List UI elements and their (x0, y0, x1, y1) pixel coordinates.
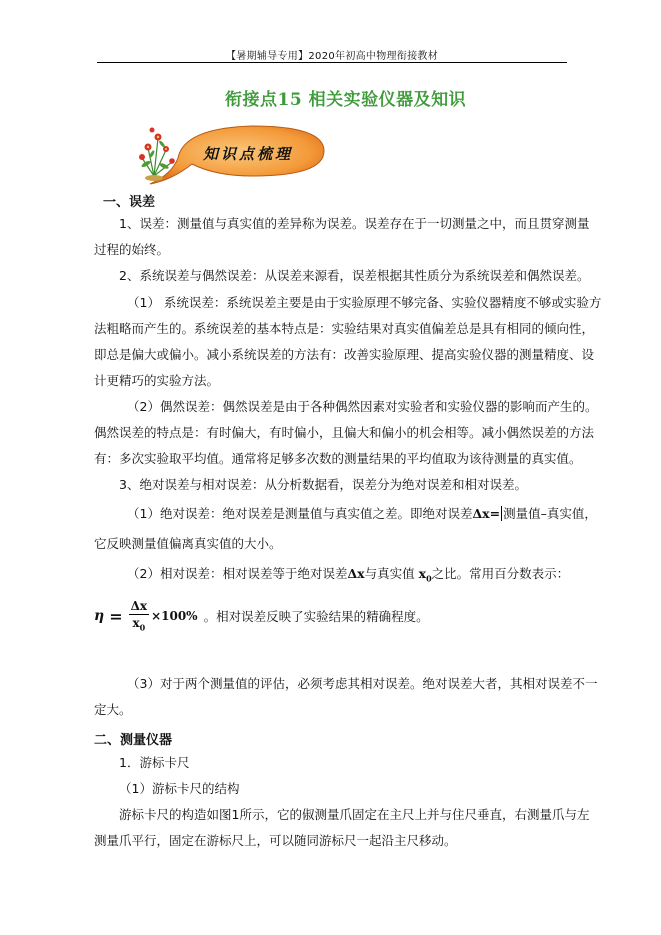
paragraph-line: （3）对于两个测量值的评估，必须考虑其相对误差。绝对误差大者，其相对误差不一 (127, 676, 598, 691)
paragraph-line: 它反映测量值偏离真实值的大小。 (94, 536, 282, 551)
subscript: 0 (426, 573, 432, 584)
fraction-numerator: Δx (130, 599, 148, 614)
header-rule (97, 62, 567, 63)
text-run: 测量值–真实值， (503, 506, 597, 521)
knowledge-badge: 知识点梳理 (203, 145, 294, 163)
section-heading-errors: 一、误差 (103, 195, 156, 210)
paragraph-line: 游标卡尺的构造如图1所示，它的俶测量爪固定在主尺上并与住尺垂直，右测量爪与左 (119, 807, 590, 822)
paragraph-line: 测量爪平行，固定在游标尺上，可以随同游标尺一起沿主尺移动。 (94, 833, 457, 848)
fraction (129, 599, 149, 632)
paragraph-line: 法粗略而产生的。系统误差的基本特点是：实验结果对真实值偏差总是具有相同的倾向性， (94, 321, 595, 336)
paragraph-line: 偶然误差的特点是：有时偏大，有时偏小，且偏大和偏小的机会相等。减小偶然误差的方法 (94, 425, 595, 440)
paragraph-line: 即总是偏大或偏小。减小系统误差的方法有：改善实验原理、提高实验仪器的测量精度、设 (94, 347, 595, 362)
subsection-heading: （1）游标卡尺的结构 (119, 781, 240, 796)
equals-sign: = (489, 506, 501, 521)
paragraph-line: 2、系统误差与偶然误差：从误差来源看，误差根据其性质分为系统误差和偶然误差。 (119, 268, 590, 283)
fraction-denominator (132, 615, 145, 632)
text-run: （1）绝对误差：绝对误差是测量值与真实值之差。即绝对误差 (127, 506, 473, 521)
text-run: 。相对误差反映了实验结果的精确程度。 (203, 609, 429, 624)
eta-symbol: η (94, 608, 105, 624)
paragraph-line: 有：多次实验取平均值。通常将足够多次数的测量结果的平均值取为该待测量的真实值。 (94, 451, 582, 466)
x-symbol: x (418, 566, 427, 581)
subscript: 0 (139, 622, 146, 633)
x-symbol: x (132, 616, 140, 631)
delta-x-symbol: Δx (472, 506, 490, 521)
percentage-multiplier: ×100% (151, 609, 198, 623)
absolute-error-line (127, 506, 597, 521)
paragraph-line: 3、绝对误差与相对误差：从分析数据看，误差分为绝对误差和相对误差。 (119, 477, 527, 492)
delta-x-symbol: Δx (347, 566, 365, 581)
page-title: 衔接点15 相关实验仪器及知识 (225, 90, 467, 110)
relative-error-formula (94, 598, 429, 634)
paragraph-line: 过程的始终。 (94, 242, 170, 257)
paragraph-line: 1、误差：测量值与真实值的差异称为误差。误差存在于一切测量之中，而且贯穿测量 (119, 216, 590, 231)
text-cursor (501, 506, 502, 521)
text-run: 与真实值 (364, 566, 415, 581)
section-heading-instruments: 二、测量仪器 (94, 733, 173, 748)
page-header: 【暑期辅导专用】2020年初高中物理衔接教材 (225, 51, 439, 62)
paragraph-line: （2）偶然误差：偶然误差是由于各种偶然因素对实验者和实验仪器的影响而产生的。 (127, 399, 598, 414)
relative-error-line (127, 567, 569, 586)
paragraph-line: 计更精巧的实验方法。 (94, 373, 220, 388)
subsection-heading: 1．游标卡尺 (119, 755, 190, 770)
x0-symbol (418, 566, 432, 584)
text-run: （2）相对误差：相对误差等于绝对误差 (127, 566, 348, 581)
equals-sign: = (109, 606, 123, 626)
paragraph-line: 定大。 (94, 702, 132, 717)
text-run: 之比。常用百分数表示： (431, 566, 570, 581)
paragraph-line: （1） 系统误差：系统误差主要是由于实验原理不够完备、实验仪器精度不够或实验方 (127, 295, 602, 310)
